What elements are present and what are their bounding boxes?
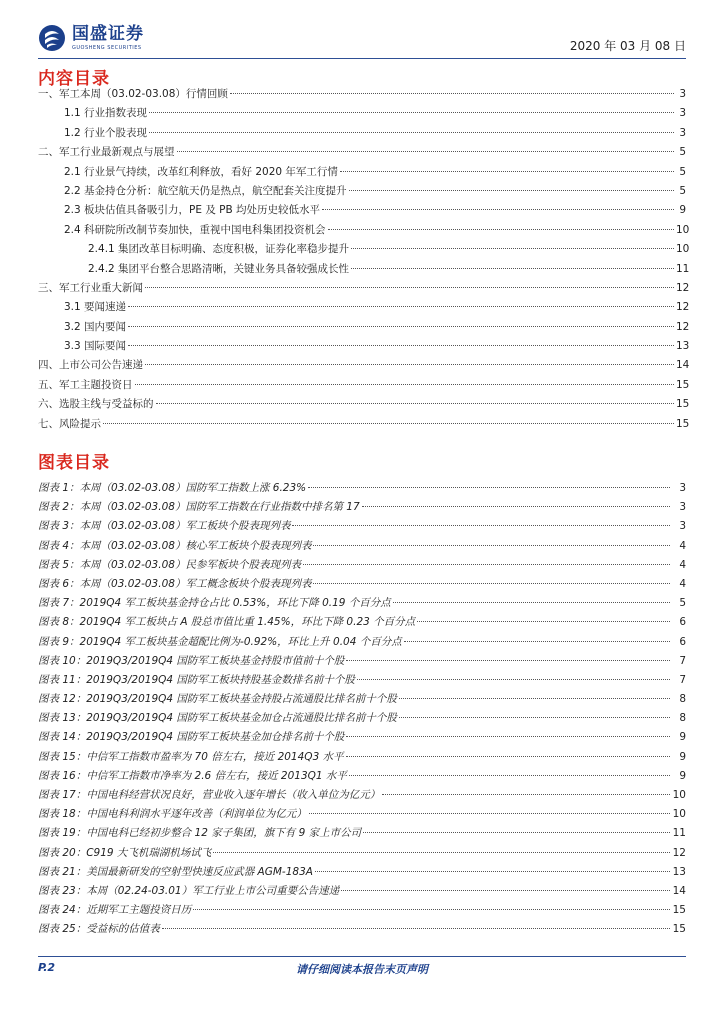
toc-item[interactable] <box>38 125 686 144</box>
toc-item[interactable] <box>38 416 690 435</box>
toc-item-page: 5 <box>679 184 686 197</box>
header-divider <box>38 58 686 59</box>
figure-leader <box>363 832 670 833</box>
figure-label: 图表 23： <box>38 884 87 897</box>
figure-leader <box>313 583 670 584</box>
toc-item-page: 3 <box>679 107 686 120</box>
figure-text: 2019Q3/2019Q4 国防军工板块持股基金数排名前十个股 <box>86 673 355 686</box>
figure-item[interactable] <box>38 480 686 499</box>
toc-item-page: 5 <box>679 146 686 159</box>
figure-item[interactable] <box>38 499 686 518</box>
figure-leader <box>346 736 670 737</box>
figure-text: 受益标的估值表 <box>86 923 160 936</box>
toc-item-text: 六、选股主线与受益标的 <box>38 398 154 411</box>
figure-label: 图表 2： <box>38 501 80 514</box>
figure-item[interactable] <box>38 768 686 787</box>
figure-leader <box>308 487 670 488</box>
figure-item[interactable] <box>38 518 686 537</box>
figure-text: C919 大飞机瑞湖机场试飞 <box>86 846 212 859</box>
toc-item-page: 3 <box>679 126 686 139</box>
figure-item[interactable] <box>38 749 686 768</box>
figure-item[interactable] <box>38 883 686 902</box>
toc-item-page: 3 <box>679 88 686 100</box>
figure-leader <box>346 660 670 661</box>
figure-item[interactable] <box>38 787 686 806</box>
figure-text: 本周（03.02-03.08）核心军工板块个股表现列表 <box>79 539 312 552</box>
figure-text: 本周（03.02-03.08）军工概念板块个股表现列表 <box>79 577 312 590</box>
figure-leader <box>399 717 670 718</box>
figure-page: 6 <box>679 616 686 629</box>
figure-text: 2019Q3/2019Q4 国防军工板块基金持股占流通股比排名前十个股 <box>86 693 397 706</box>
figure-text: 中信军工指数市盈率为 70 倍左右，接近 2014Q3 水平 <box>86 750 344 763</box>
figure-label: 图表 21： <box>38 865 87 878</box>
figure-label: 图表 11： <box>38 673 87 686</box>
figure-text: 2019Q4 军工板块基金持仓占比 0.53%，环比下降 0.19 个百分点 <box>79 597 391 610</box>
toc-item-page: 10 <box>676 223 690 236</box>
figure-page: 13 <box>672 865 686 878</box>
figure-text: 2019Q3/2019Q4 国防军工板块基金加仓排名前十个股 <box>86 731 345 744</box>
toc-item-text: 3.2 国内要闻 <box>64 320 127 333</box>
figure-page: 7 <box>679 673 686 686</box>
toc-item[interactable] <box>38 86 686 105</box>
figure-text: 本周（03.02-03.08）国防军工指数上涨 6.23% <box>79 482 307 494</box>
figure-label: 图表 4： <box>38 539 80 552</box>
toc-item-page: 12 <box>676 301 690 314</box>
toc-leader <box>230 93 674 94</box>
toc-item-text: 1.2 行业个股表现 <box>64 126 148 139</box>
figure-text: 本周（03.02-03.08）国防军工指数在行业指数中排名第 17 <box>79 501 360 514</box>
figure-label: 图表 20： <box>38 846 87 859</box>
figure-text: 2019Q3/2019Q4 国防军工板块基金加仓占流通股比排名前十个股 <box>86 712 397 725</box>
figure-leader <box>315 871 670 872</box>
figure-item[interactable] <box>38 672 686 691</box>
figure-item[interactable] <box>38 864 686 883</box>
figure-item[interactable] <box>38 576 686 595</box>
page-header <box>38 18 686 58</box>
toc-item-page: 12 <box>676 281 690 294</box>
toc-item[interactable] <box>38 280 690 299</box>
toc-item-text: 五、军工主题投资日 <box>38 378 133 391</box>
figure-page: 3 <box>679 520 686 533</box>
figure-page: 10 <box>672 808 686 821</box>
figure-leader <box>193 909 670 910</box>
figure-page: 9 <box>679 750 686 763</box>
figure-leader <box>382 794 670 795</box>
figure-label: 图表 9： <box>38 635 80 648</box>
figure-leader <box>417 621 670 622</box>
figure-label: 图表 19： <box>38 827 87 840</box>
figure-page: 4 <box>679 539 686 552</box>
toc-item-page: 11 <box>676 262 690 275</box>
toc-leader <box>322 209 674 210</box>
toc-leader <box>145 364 674 365</box>
toc-item-text: 3.1 要闻速递 <box>64 301 127 314</box>
figure-page: 11 <box>672 827 686 840</box>
figure-text: 中信军工指数市净率为 2.6 倍左右，接近 2013Q1 水平 <box>86 769 347 782</box>
footer-disclaimer: 请仔细阅读本报告末页声明 <box>296 963 428 976</box>
figure-page: 5 <box>679 597 686 610</box>
table-of-contents <box>38 86 690 435</box>
figure-label: 图表 18： <box>38 808 87 821</box>
toc-item[interactable] <box>38 202 686 221</box>
figure-page: 15 <box>672 904 686 917</box>
figure-text: 本周（02.24-03.01）军工行业上市公司重要公告速递 <box>86 884 340 897</box>
toc-leader <box>128 326 674 327</box>
toc-item-text: 二、军工行业最新观点与展望 <box>38 146 175 159</box>
figure-label: 图表 10： <box>38 654 87 667</box>
figure-item[interactable] <box>38 729 686 748</box>
toc-item-page: 13 <box>676 340 690 353</box>
figure-leader <box>399 698 670 699</box>
figure-page: 7 <box>679 654 686 667</box>
guosheng-logo-icon <box>38 24 66 52</box>
figure-leader <box>303 564 670 565</box>
figure-page: 10 <box>672 789 686 801</box>
figure-label: 图表 13： <box>38 712 87 725</box>
toc-item-text: 四、上市公司公告速递 <box>38 359 143 372</box>
figure-label: 图表 15： <box>38 750 87 763</box>
footer-divider <box>38 956 686 957</box>
logo-chinese-name: 国盛证券 <box>72 24 144 44</box>
figure-label: 图表 12： <box>38 693 87 706</box>
figure-leader <box>162 928 670 929</box>
figure-text: 2019Q4 军工板块基金超配比例为-0.92%，环比上升 0.04 个百分点 <box>79 635 402 648</box>
toc-leader <box>149 132 674 133</box>
figure-page: 4 <box>679 558 686 571</box>
figure-leader <box>393 602 670 603</box>
toc-item[interactable] <box>38 164 686 183</box>
toc-leader <box>128 306 674 307</box>
figure-item[interactable] <box>38 825 686 844</box>
toc-item-page: 9 <box>679 204 686 217</box>
figure-item[interactable] <box>38 845 686 864</box>
page-number: P.2 <box>38 961 56 974</box>
figure-label: 图表 17： <box>38 789 87 801</box>
toc-item-text: 2.2 基金持仓分析：航空航天仍是热点，航空配套关注度提升 <box>64 184 347 197</box>
toc-leader <box>351 248 674 249</box>
figure-label: 图表 1： <box>38 482 80 494</box>
figure-item[interactable] <box>38 557 686 576</box>
figure-leader <box>357 679 670 680</box>
toc-item-page: 10 <box>676 243 690 256</box>
figure-page: 9 <box>679 731 686 744</box>
toc-item[interactable] <box>38 396 690 415</box>
figure-leader <box>313 545 670 546</box>
toc-item[interactable] <box>38 261 690 280</box>
figure-page: 3 <box>679 501 686 514</box>
figure-item[interactable] <box>38 595 686 614</box>
figure-item[interactable] <box>38 921 686 940</box>
toc-item[interactable] <box>38 222 690 241</box>
figure-leader <box>349 775 670 776</box>
figure-text: 2019Q3/2019Q4 国防军工板块基金持股市值前十个股 <box>86 654 345 667</box>
toc-leader <box>145 287 674 288</box>
figure-page: 15 <box>672 923 686 936</box>
figures-title: 图表目录 <box>38 453 110 473</box>
figure-text: 中国电科利润水平逐年改善（利润单位为亿元） <box>86 808 307 821</box>
figure-leader <box>292 525 670 526</box>
figure-text: 2019Q4 军工板块占 A 股总市值比重 1.45%，环比下降 0.23 个百分点 <box>79 616 416 629</box>
toc-item-page: 14 <box>676 359 690 372</box>
figure-item[interactable] <box>38 538 686 557</box>
toc-leader <box>149 112 674 113</box>
toc-item-text: 2.1 行业景气持续，改革红利释放，看好 2020 年军工行情 <box>64 165 338 178</box>
toc-leader <box>135 384 675 385</box>
toc-item-text: 一、军工本周（03.02-03.08）行情回顾 <box>38 88 228 100</box>
figure-item[interactable] <box>38 634 686 653</box>
toc-leader <box>349 190 674 191</box>
figure-label: 图表 14： <box>38 731 87 744</box>
figure-item[interactable] <box>38 614 686 633</box>
toc-leader <box>128 345 674 346</box>
toc-item-text: 七、风险提示 <box>38 417 101 430</box>
toc-leader <box>103 423 674 424</box>
figure-item[interactable] <box>38 710 686 729</box>
figure-text: 本周（03.02-03.08）军工板块个股表现列表 <box>79 520 291 533</box>
toc-item-page: 5 <box>679 165 686 178</box>
figure-page: 14 <box>672 884 686 897</box>
figure-leader <box>213 852 670 853</box>
figure-label: 图表 24： <box>38 904 87 917</box>
toc-item-text: 1.1 行业指数表现 <box>64 107 148 120</box>
figure-label: 图表 16： <box>38 769 87 782</box>
toc-item-page: 12 <box>676 320 690 333</box>
figure-page: 8 <box>679 693 686 706</box>
toc-item-text: 2.4.1 集团改革目标明确、态度积极，证券化率稳步提升 <box>88 243 350 256</box>
figure-leader <box>309 813 670 814</box>
toc-leader <box>351 268 674 269</box>
toc-item[interactable] <box>38 338 690 357</box>
toc-item[interactable] <box>38 377 690 396</box>
figure-leader <box>362 506 670 507</box>
figure-leader <box>346 756 670 757</box>
toc-item[interactable] <box>38 144 686 163</box>
toc-item-text: 2.4 科研院所改制节奏加快，重视中国电科集团投资机会 <box>64 223 326 236</box>
figure-text: 中国电科已经初步整合 12 家子集团，旗下有 9 家上市公司 <box>86 827 362 840</box>
figure-text: 中国电科经营状况良好，营业收入逐年增长（收入单位为亿元） <box>86 789 381 801</box>
figure-text: 近期军工主题投资日历 <box>86 904 192 917</box>
toc-item-text: 三、军工行业重大新闻 <box>38 281 143 294</box>
figure-leader <box>404 641 670 642</box>
figure-page: 4 <box>679 577 686 590</box>
figure-label: 图表 25： <box>38 923 87 936</box>
toc-item[interactable] <box>38 319 690 338</box>
figure-leader <box>341 890 670 891</box>
figure-text: 本周（03.02-03.08）民参军板块个股表现列表 <box>79 558 301 571</box>
toc-leader <box>156 403 675 404</box>
toc-item[interactable] <box>38 183 686 202</box>
report-date: 2020 年 03 月 08 日 <box>569 39 686 53</box>
figure-text: 美国最新研发的空射型快速反应武器 AGM-183A <box>86 865 313 878</box>
toc-leader <box>177 151 675 152</box>
figure-page: 6 <box>679 635 686 648</box>
toc-item[interactable] <box>38 105 686 124</box>
figure-label: 图表 3： <box>38 520 80 533</box>
figure-item[interactable] <box>38 691 686 710</box>
figure-item[interactable] <box>38 806 686 825</box>
figure-item[interactable] <box>38 653 686 672</box>
toc-leader <box>340 171 674 172</box>
toc-item-text: 2.3 板块估值具备吸引力，PE 及 PB 均处历史较低水平 <box>64 204 321 217</box>
figure-page: 8 <box>679 712 686 725</box>
toc-item[interactable] <box>38 357 690 376</box>
toc-leader <box>328 229 674 230</box>
figure-page: 9 <box>679 769 686 782</box>
figure-label: 图表 8： <box>38 616 80 629</box>
toc-item-text: 3.3 国际要闻 <box>64 340 127 353</box>
company-logo <box>38 20 144 56</box>
toc-item-page: 15 <box>676 398 690 411</box>
contents-title: 内容目录 <box>38 69 110 89</box>
list-of-figures <box>38 480 686 941</box>
figure-item[interactable] <box>38 902 686 921</box>
toc-item[interactable] <box>38 299 690 318</box>
toc-item-page: 15 <box>676 417 690 430</box>
toc-item-text: 2.4.2 集团平台整合思路清晰，关键业务具备较强成长性 <box>88 262 350 275</box>
figure-label: 图表 7： <box>38 597 80 610</box>
figure-label: 图表 5： <box>38 558 80 571</box>
toc-item-page: 15 <box>676 378 690 391</box>
figure-page: 12 <box>672 846 686 859</box>
figure-page: 3 <box>679 482 686 494</box>
logo-english-name: GUOSHENG SECURITIES <box>72 45 142 51</box>
toc-item[interactable] <box>38 241 690 260</box>
figure-label: 图表 6： <box>38 577 80 590</box>
